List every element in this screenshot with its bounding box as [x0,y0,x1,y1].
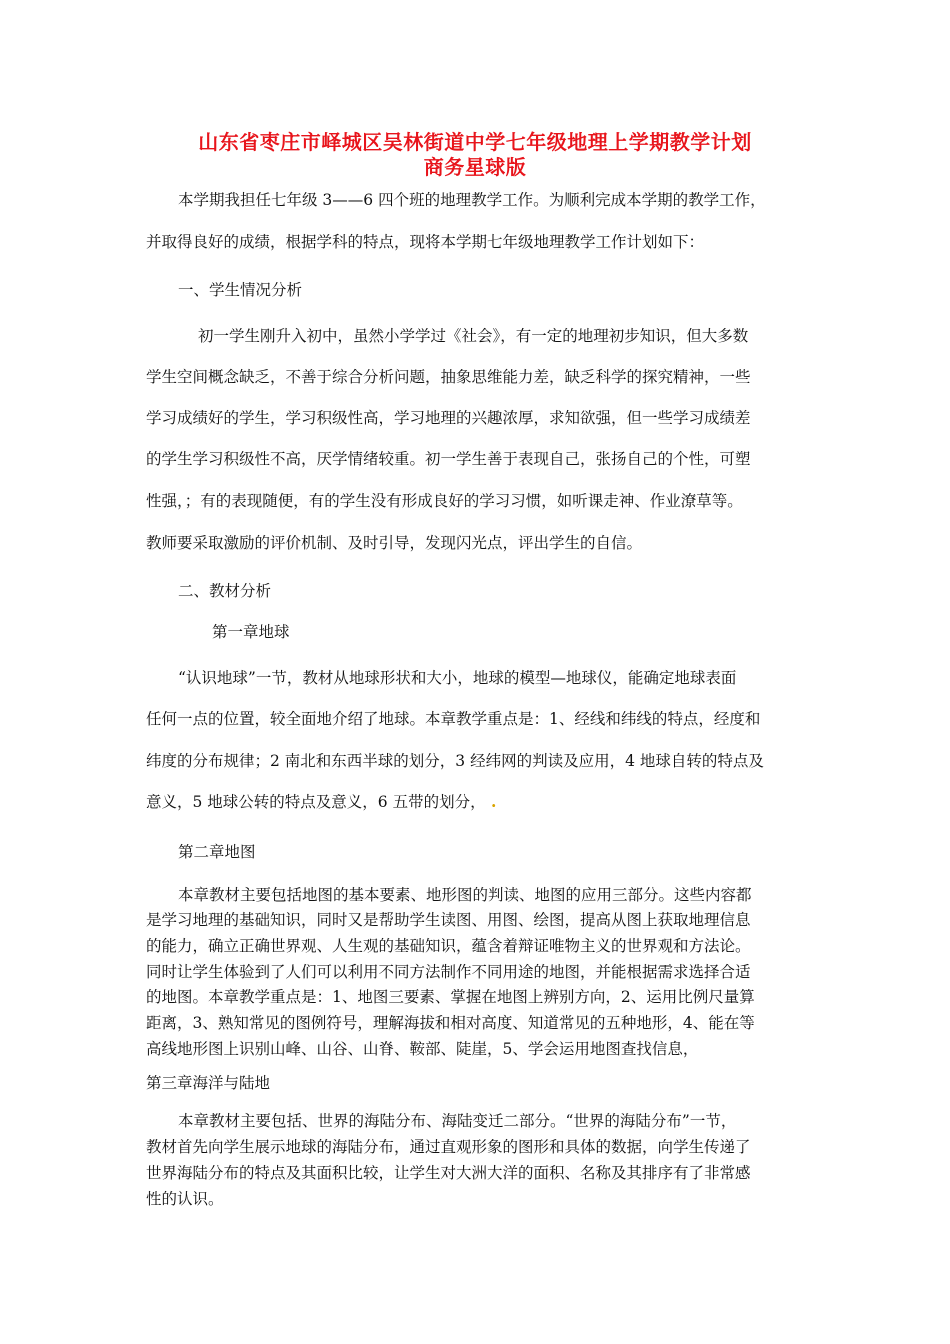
paragraph-line: 任何一点的位置，较全面地介绍了地球。本章教学重点是：1、经线和纬线的特点，经度和 [146,710,761,728]
paragraph-line: “认识地球”一节，教材从地球形状和大小，地球的模型—地球仪，能确定地球表面 [178,669,737,687]
chapter-heading-maps: 第二章地图 [178,843,256,861]
document-subtitle: 商务星球版 [423,155,527,179]
paragraph-line: 是学习地理的基础知识，同时又是帮助学生读图、用图、绘图，提高从图上获取地理信息 [146,911,751,929]
paragraph-line: 世界海陆分布的特点及其面积比较，让学生对大洲大洋的面积、名称及其排序有了非常感 [146,1164,751,1182]
intro-line-1: 本学期我担任七年级 3——6 四个班的地理教学工作。为顺利完成本学期的教学工作， [178,191,766,209]
paragraph-line: 同时让学生体验到了人们可以利用不同方法制作不同用途的地图，并能根据需求选择合适 [146,963,751,981]
paragraph-line: 性的认识。 [146,1190,224,1208]
paragraph-line: 学生空间概念缺乏，不善于综合分析问题，抽象思维能力差，缺乏科学的探究精神，一些 [146,368,751,386]
paragraph-line: 的能力，确立正确世界观、人生观的基础知识，蕴含着辩证唯物主义的世界观和方法论。 [146,937,751,955]
paragraph-line-text: 意义，5 地球公转的特点及意义，6 五带的划分， [146,793,486,811]
intro-line-2: 并取得良好的成绩，根据学科的特点，现将本学期七年级地理教学工作计划如下： [146,233,705,251]
paragraph-line: 的地图。本章教学重点是：1、地图三要素、掌握在地图上辨别方向，2、运用比例尺量算 [146,988,755,1006]
paragraph-line [146,792,496,812]
paragraph-line: 本章教材主要包括、世界的海陆分布、海陆变迁二部分。“世界的海陆分布”一节， [178,1112,737,1130]
document-title: 山东省枣庄市峄城区吴林街道中学七年级地理上学期教学计划 [198,130,752,154]
section-heading-student-analysis: 一、学生情况分析 [178,281,303,299]
paragraph-line: 本章教材主要包括地图的基本要素、地形图的判读、地图的应用三部分。这些内容都 [178,886,752,904]
stray-dot-mark: . [485,792,497,811]
chapter-heading-oceans-land: 第三章海洋与陆地 [146,1074,271,1092]
chapter-heading-earth: 第一章地球 [212,623,290,641]
paragraph-line: 教师要采取激励的评价机制、及时引导，发现闪光点，评出学生的自信。 [146,534,643,552]
paragraph-line: 性强，；有的表现随便，有的学生没有形成良好的学习习惯，如听课走神、作业潦草等。 [146,492,743,510]
paragraph-line: 的学生学习积级性不高，厌学情绪较重。初一学生善于表现自己，张扬自己的个性，可塑 [146,450,751,468]
paragraph-line: 高线地形图上识别山峰、山谷、山脊、鞍部、陡崖，5、学会运用地图查找信息， [146,1040,699,1058]
paragraph-line: 纬度的分布规律；2 南北和东西半球的划分，3 经纬网的判读及应用，4 地球自转的特点及 [146,752,764,770]
paragraph-line: 距离，3、熟知常见的图例符号，理解海拔和相对高度、知道常见的五种地形，4、能在等 [146,1014,755,1032]
paragraph-line: 初一学生刚升入初中，虽然小学学过《社会》，有一定的地理初步知识，但大多数 [198,327,749,345]
paragraph-line: 教材首先向学生展示地球的海陆分布，通过直观形象的图形和具体的数据，向学生传递了 [146,1138,751,1156]
paragraph-line: 学习成绩好的学生，学习积级性高，学习地理的兴趣浓厚，求知欲强，但一些学习成绩差 [146,409,751,427]
section-heading-textbook-analysis: 二、教材分析 [178,582,272,600]
